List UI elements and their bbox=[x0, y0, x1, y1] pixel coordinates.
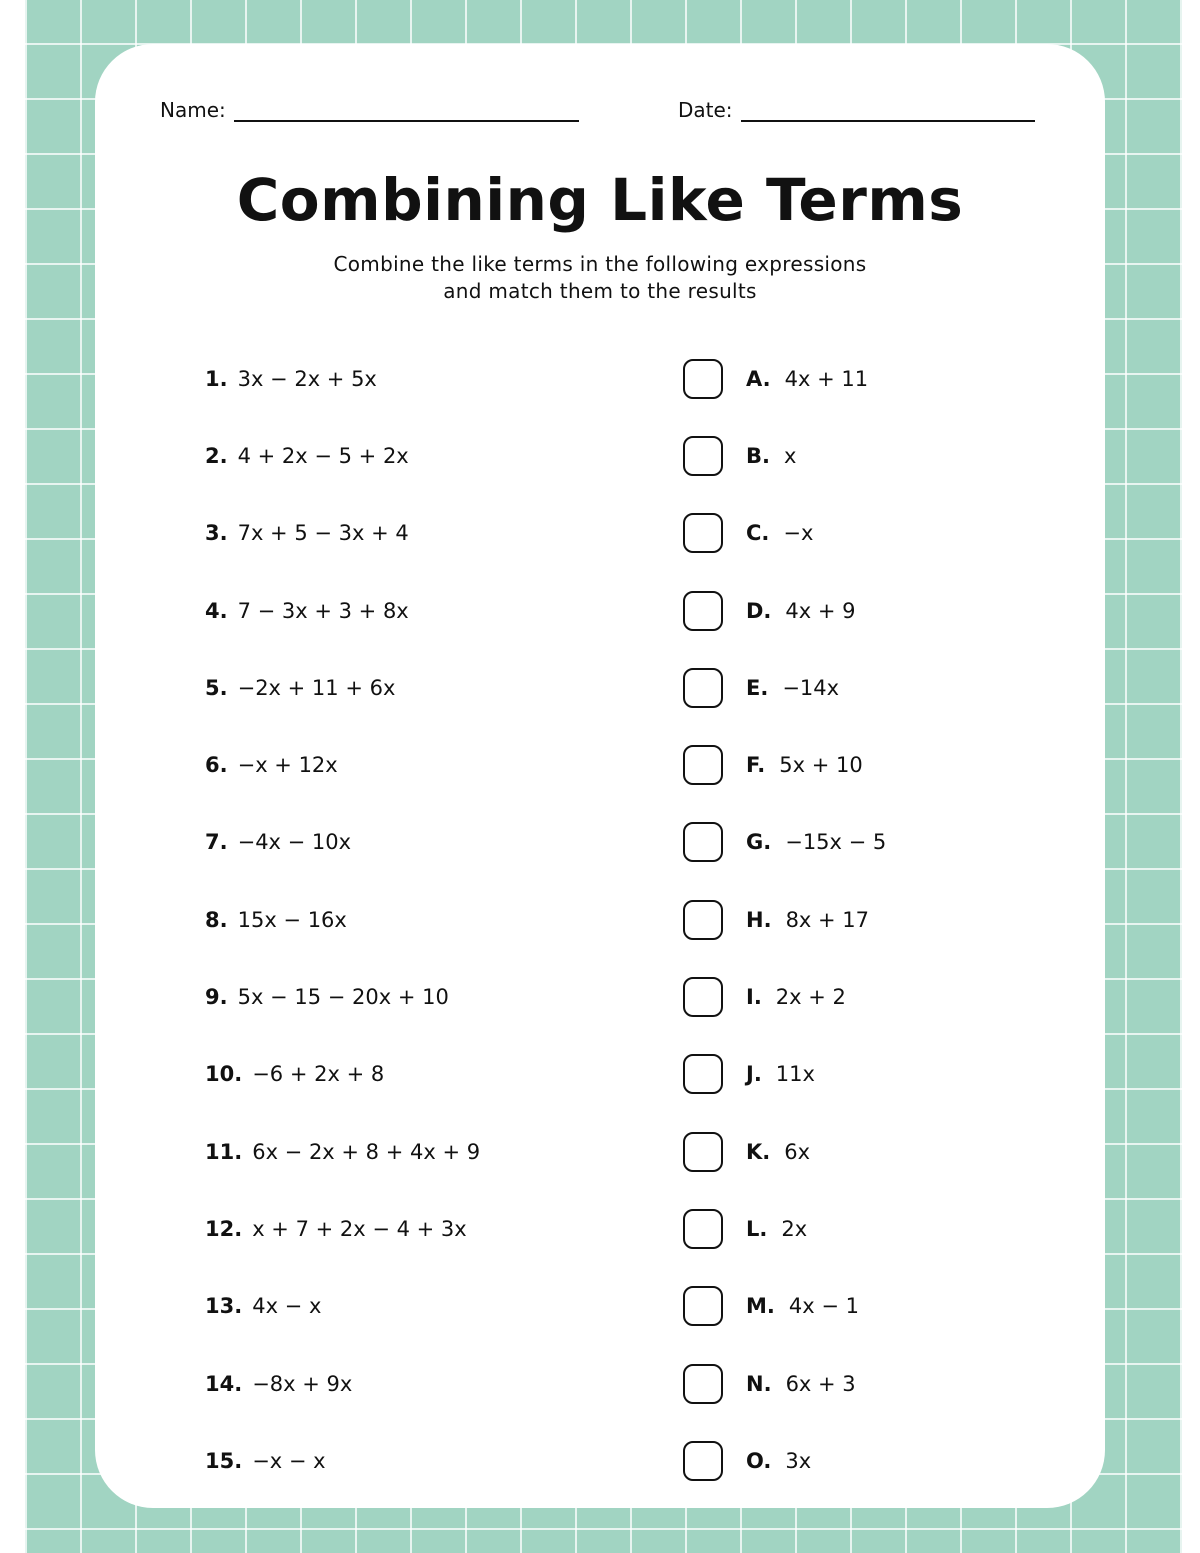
answer-checkbox[interactable] bbox=[683, 436, 723, 476]
answer-item bbox=[683, 1422, 886, 1499]
answer-value: 6x + 3 bbox=[785, 1371, 856, 1396]
problem-expression: 15x − 16x bbox=[237, 907, 347, 932]
problem-number: 3. bbox=[205, 521, 228, 546]
problem-item bbox=[205, 726, 480, 803]
problem-expression: 4 + 2x − 5 + 2x bbox=[237, 443, 409, 468]
answer-letter: C. bbox=[746, 521, 770, 546]
answer-letter: N. bbox=[746, 1371, 772, 1396]
answer-letter: M. bbox=[746, 1294, 775, 1319]
answer-checkbox[interactable] bbox=[683, 745, 723, 785]
problem-item bbox=[205, 649, 480, 726]
problem-number: 4. bbox=[205, 598, 228, 623]
problem-expression: 5x − 15 − 20x + 10 bbox=[237, 985, 449, 1010]
problem-number: 15. bbox=[205, 1448, 243, 1473]
problem-item bbox=[205, 572, 480, 649]
problem-expression: −8x + 9x bbox=[252, 1371, 353, 1396]
answer-value: −15x − 5 bbox=[785, 830, 887, 855]
answer-value: −x bbox=[783, 521, 814, 546]
answer-letter: H. bbox=[746, 907, 772, 932]
answer-value: 5x + 10 bbox=[779, 753, 863, 778]
problem-item bbox=[205, 881, 480, 958]
answer-item bbox=[683, 1345, 886, 1422]
answer-letter: J. bbox=[746, 1062, 762, 1087]
problem-number: 2. bbox=[205, 443, 228, 468]
header-fields bbox=[160, 98, 1042, 128]
problem-expression: 4x − x bbox=[252, 1294, 322, 1319]
answer-checkbox[interactable] bbox=[683, 1132, 723, 1172]
answer-checkbox[interactable] bbox=[683, 822, 723, 862]
problem-number: 6. bbox=[205, 753, 228, 778]
answer-checkbox[interactable] bbox=[683, 1364, 723, 1404]
problem-number: 1. bbox=[205, 366, 228, 391]
answer-letter: B. bbox=[746, 443, 770, 468]
answer-letter: L. bbox=[746, 1216, 768, 1241]
answer-letter: K. bbox=[746, 1139, 771, 1164]
answer-item bbox=[683, 881, 886, 958]
name-label: Name: bbox=[160, 98, 226, 122]
answer-item bbox=[683, 417, 886, 494]
answer-item bbox=[683, 1113, 886, 1190]
problem-number: 9. bbox=[205, 985, 228, 1010]
answer-checkbox[interactable] bbox=[683, 668, 723, 708]
answer-item bbox=[683, 572, 886, 649]
answer-value: 6x bbox=[784, 1139, 811, 1164]
answer-item bbox=[683, 726, 886, 803]
problem-item bbox=[205, 1268, 480, 1345]
date-label: Date: bbox=[678, 98, 733, 122]
problem-item bbox=[205, 1113, 480, 1190]
problem-expression: −6 + 2x + 8 bbox=[252, 1062, 385, 1087]
answer-item bbox=[683, 340, 886, 417]
answer-item bbox=[683, 649, 886, 726]
problem-number: 12. bbox=[205, 1216, 243, 1241]
problem-expression: 6x − 2x + 8 + 4x + 9 bbox=[252, 1139, 481, 1164]
answer-checkbox[interactable] bbox=[683, 1286, 723, 1326]
answer-item bbox=[683, 1190, 886, 1267]
problem-number: 8. bbox=[205, 907, 228, 932]
answer-letter: G. bbox=[746, 830, 772, 855]
answer-value: 4x + 11 bbox=[784, 366, 869, 391]
problem-item bbox=[205, 495, 480, 572]
answer-letter: O. bbox=[746, 1448, 772, 1473]
answer-value: 8x + 17 bbox=[785, 907, 870, 932]
answer-item bbox=[683, 1268, 886, 1345]
problem-number: 11. bbox=[205, 1139, 243, 1164]
answer-item bbox=[683, 958, 886, 1035]
problem-expression: 7 − 3x + 3 + 8x bbox=[237, 598, 409, 623]
answer-letter: F. bbox=[746, 753, 766, 778]
answer-value: 4x − 1 bbox=[788, 1294, 859, 1319]
answer-value: 4x + 9 bbox=[785, 598, 856, 623]
instructions bbox=[0, 251, 1200, 305]
problem-item bbox=[205, 1345, 480, 1422]
answer-value: x bbox=[783, 443, 797, 468]
problem-list bbox=[205, 340, 480, 1499]
answer-value: 2x bbox=[781, 1216, 808, 1241]
problem-item bbox=[205, 340, 480, 417]
answer-letter: D. bbox=[746, 598, 772, 623]
problem-item bbox=[205, 1190, 480, 1267]
answer-value: −14x bbox=[782, 675, 840, 700]
name-field[interactable] bbox=[160, 98, 579, 122]
problem-expression: 7x + 5 − 3x + 4 bbox=[237, 521, 409, 546]
instructions-line-1: Combine the like terms in the following expressions bbox=[333, 252, 867, 276]
answer-checkbox[interactable] bbox=[683, 1441, 723, 1481]
answer-value: 11x bbox=[775, 1062, 815, 1087]
problem-expression: −2x + 11 + 6x bbox=[237, 675, 396, 700]
problem-number: 10. bbox=[205, 1062, 243, 1087]
problem-item bbox=[205, 958, 480, 1035]
problem-number: 13. bbox=[205, 1294, 243, 1319]
problem-item bbox=[205, 417, 480, 494]
answer-letter: E. bbox=[746, 675, 769, 700]
answer-checkbox[interactable] bbox=[683, 1209, 723, 1249]
name-line[interactable] bbox=[234, 98, 579, 122]
answer-value: 3x bbox=[785, 1448, 812, 1473]
problem-expression: 3x − 2x + 5x bbox=[237, 366, 377, 391]
answer-checkbox[interactable] bbox=[683, 513, 723, 553]
problem-expression: −x − x bbox=[252, 1448, 326, 1473]
problem-expression: −4x − 10x bbox=[237, 830, 352, 855]
answer-list bbox=[683, 340, 886, 1499]
problem-number: 7. bbox=[205, 830, 228, 855]
problem-expression: −x + 12x bbox=[237, 753, 338, 778]
problem-item bbox=[205, 1036, 480, 1113]
problem-item bbox=[205, 804, 480, 881]
answer-value: 2x + 2 bbox=[775, 985, 846, 1010]
date-field[interactable] bbox=[678, 98, 1035, 122]
answer-checkbox[interactable] bbox=[683, 1054, 723, 1094]
answer-checkbox[interactable] bbox=[683, 900, 723, 940]
instructions-line-2: and match them to the results bbox=[443, 279, 757, 303]
page-title: Combining Like Terms bbox=[236, 166, 964, 234]
problem-number: 14. bbox=[205, 1371, 243, 1396]
answer-letter: I. bbox=[746, 985, 762, 1010]
answer-item bbox=[683, 1036, 886, 1113]
problem-expression: x + 7 + 2x − 4 + 3x bbox=[252, 1216, 467, 1241]
problem-item bbox=[205, 1422, 480, 1499]
answer-checkbox[interactable] bbox=[683, 591, 723, 631]
problem-number: 5. bbox=[205, 675, 228, 700]
date-line[interactable] bbox=[741, 98, 1035, 122]
answer-letter: A. bbox=[746, 366, 771, 391]
answer-checkbox[interactable] bbox=[683, 977, 723, 1017]
answer-item bbox=[683, 804, 886, 881]
answer-checkbox[interactable] bbox=[683, 359, 723, 399]
answer-item bbox=[683, 495, 886, 572]
